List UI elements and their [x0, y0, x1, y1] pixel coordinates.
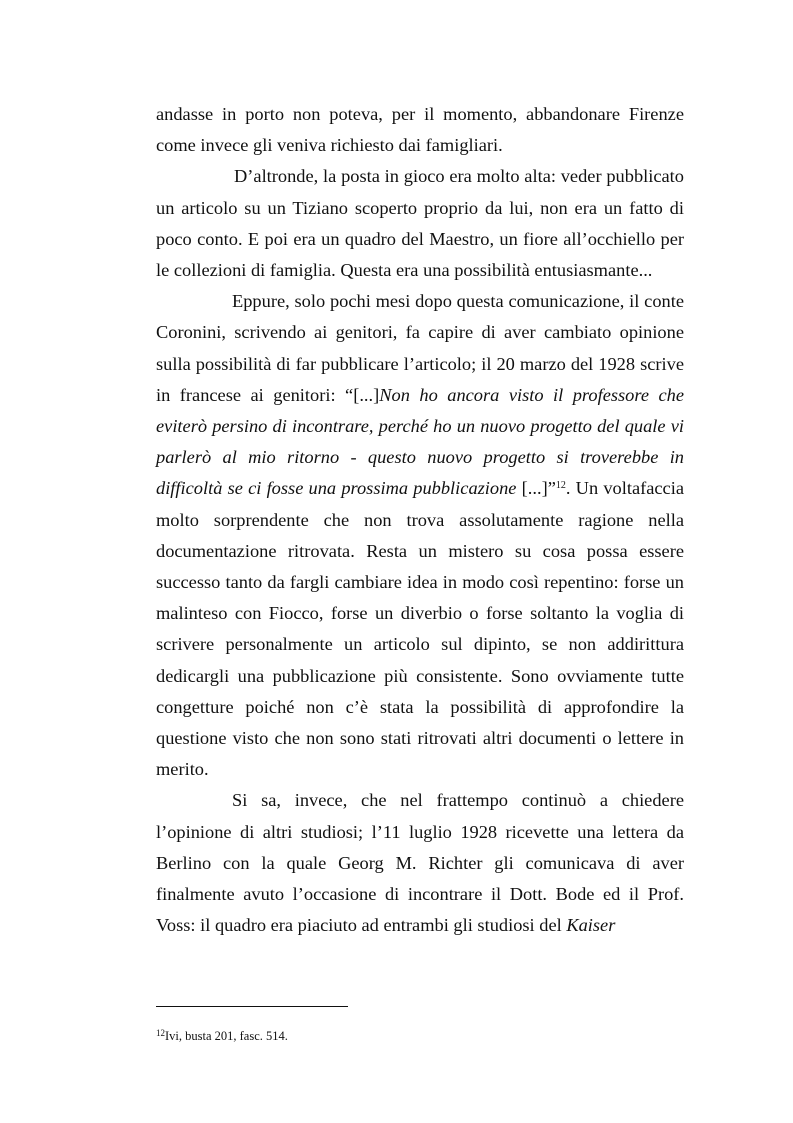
- italic-quote: Non ho ancora visto il professore che eviterò persino di incontrare, perché ho un nuovo progetto del quale vi parlerò al mio ritorno - questo nuovo progetto si troverebbe in difficoltà se ci fosse una prossima pubblicazione: [156, 384, 685, 499]
- footnote-reference[interactable]: 12: [555, 480, 566, 492]
- paragraph-4-text: Si sa, invece, che nel frattempo continuò a chiedere l’opinione di altri studiosi; l’11 luglio 1928 ricevette una lettera da Berlino con la quale Georg M. Richter gli comunicava di aver finalmente avuto l’occasione di incontrare il Dott. Bode ed il Prof. Voss: il quadro era piaciuto ad entrambi gli studiosi del: [156, 790, 684, 936]
- footnote-text: Ivi, busta 201, fasc. 514.: [165, 1029, 288, 1043]
- paragraph-1: andasse in porto non poteva, per il momento, abbandonare Firenze come invece gli veniva richiesto dai famigliari.: [156, 104, 684, 156]
- paragraph-2: D’altronde, la posta in gioco era molto alta: veder pubblicato un articolo su un Tiziano scoperto proprio da lui, non era un fatto di poco conto. E poi era un quadro del Maestro, un fiore all’occhiello per le collezioni di famiglia. Questa era una possibilità entusiasmante...: [156, 166, 684, 281]
- paragraph-3-intro: Eppure, solo pochi mesi dopo questa comunicazione, il conte Coronini, scrivendo ai genitori, fa capire di aver cambiato opinione sulla possibilità di far pubblicare l’articolo; il 20 marzo del 1928 scrive in francese ai genitori: “[...]: [156, 291, 684, 405]
- footnote-number: 12: [156, 1028, 165, 1038]
- paragraph-3-rest: . Un voltafaccia molto sorprendente che non trova assolutamente ragione nella documentazione ritrovata. Resta un mistero su cosa possa essere successo tanto da fargli cambiare idea in modo così repentino: forse un malinteso con Fiocco, forse un diverbio o forse soltanto la voglia di scrivere personalmente un articolo sul dipinto, se non addirittura dedicargli una pubblicazione più consistente. Sono ovviamente tutte congetture poiché non c’è stata la possibilità di approfondire la questione visto che non sono stati ritrovati altri documenti o lettere in merito.: [156, 478, 684, 780]
- paragraph-4: [156, 785, 684, 941]
- italic-term: Kaiser: [566, 915, 616, 936]
- footnote-divider: [156, 1006, 348, 1007]
- document-body: [156, 99, 684, 941]
- paragraph-3: [156, 286, 684, 785]
- footnote: [156, 1028, 684, 1044]
- quote-closing: [...]”: [516, 478, 556, 499]
